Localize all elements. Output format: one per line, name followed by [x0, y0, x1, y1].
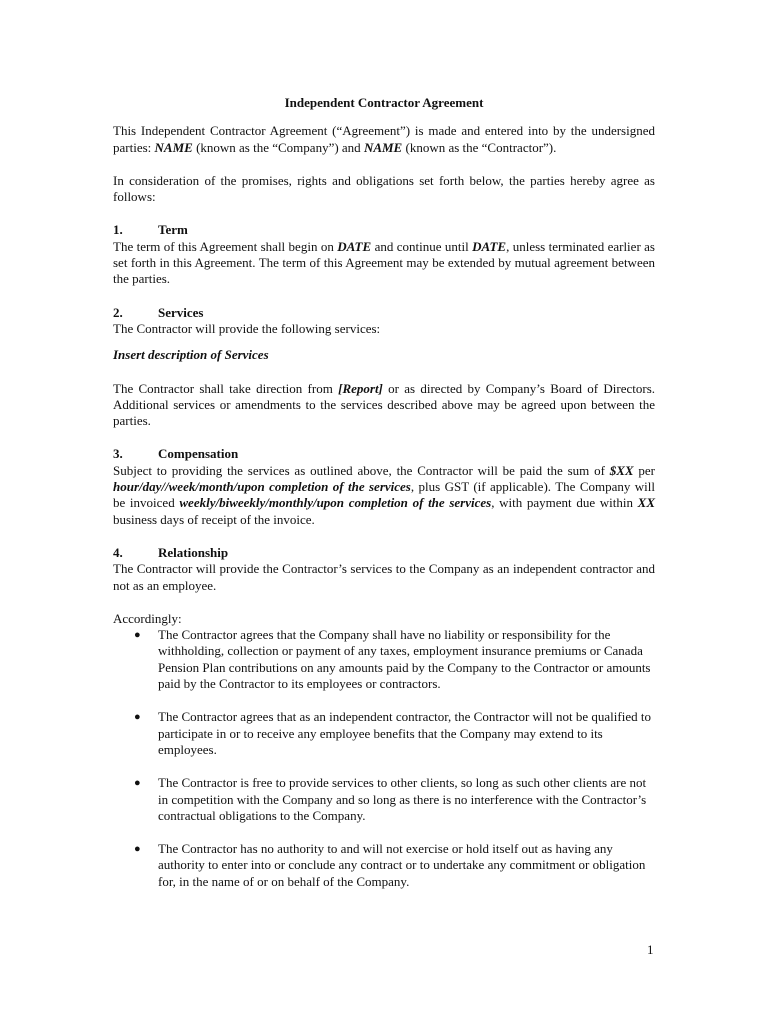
intro-paragraph: This Independent Contractor Agreement (“Agreement”) is made and entered into by the undersigned parties: NAME (known as the “Company”) and NAME (known as the “Contractor”). [113, 123, 655, 155]
bullet-icon: ● [134, 843, 141, 856]
compensation-heading: 3. Compensation [113, 446, 239, 462]
list-item: ● The Contractor is free to provide services to other clients, so long as such other clients are not in competition with the Company and so long as there is no interference with the Contractor’s contractual obligations to the Company. [134, 775, 647, 823]
relationship-bullet-list [113, 627, 655, 890]
period-placeholder: hour/day//week/month/upon completion of the services [113, 479, 411, 495]
services-paragraph: The Contractor will provide the following services: [113, 320, 381, 336]
relationship-paragraph: The Contractor will provide the Contractor’s services to the Company as an independent contractor and not as an employee. [113, 561, 655, 593]
list-item: ● The Contractor has no authority to and will not exercise or hold itself out as having any authority to enter into or conclude any contract or to undertake any commitment or obligation for, in the name of or on behalf of the Company. [134, 841, 646, 889]
list-item: ● The Contractor agrees that the Company shall have no liability or responsibility for the withholding, collection or payment of any taxes, employment insurance premiums or Canada Pension Plan contributions on any amounts paid by the Company to the Contractor or amounts paid by the Contractor to its employees or contractors. [134, 627, 651, 692]
consideration-paragraph: In consideration of the promises, rights and obligations set forth below, the parties hereby agree as follows: [113, 172, 655, 205]
compensation-paragraph: Subject to providing the services as outlined above, the Contractor will be paid the sum of $XX per hour/day//week/month/upon completion of the services, plus GST (if applicable). The Company will be invoiced weekly/biweekly/monthly/upon completion of the services, with payment due within XX business days of receipt of the invoice. [113, 462, 656, 527]
term-paragraph: The term of this Agreement shall begin on DATE and continue until DATE, unless terminated earlier as set forth in this Agreement. The term of this Agreement may be extended by mutual agreement between the parties. [113, 238, 655, 287]
services-description-placeholder: Insert description of Services [113, 347, 269, 363]
list-item: ● The Contractor agrees that as an independent contractor, the Contractor will not be qualified to participate in or to receive any employee benefits that the Company may extend to its employees. [134, 709, 651, 757]
direction-paragraph: The Contractor shall take direction from [Report] or as directed by Company’s Board of Directors. Additional services or amendments to the services described above may be agreed upon between the parties. [113, 380, 656, 429]
amount-placeholder: $XX [609, 462, 634, 478]
invoice-frequency-placeholder: weekly/biweekly/monthly/upon completion of the services [179, 495, 492, 511]
contractor-name-placeholder: NAME [363, 139, 403, 155]
report-placeholder: [Report] [338, 380, 383, 396]
services-heading: 2. Services [113, 304, 204, 320]
accordingly-label: Accordingly: [113, 610, 182, 626]
bullet-icon: ● [134, 711, 141, 724]
company-name-placeholder: NAME [154, 139, 193, 155]
days-placeholder: XX [637, 495, 655, 511]
bullet-icon: ● [134, 629, 141, 642]
page-number: 1 [647, 942, 654, 957]
relationship-heading: 4. Relationship [113, 544, 229, 560]
bullet-icon: ● [134, 777, 141, 790]
document-title: Independent Contractor Agreement [284, 95, 484, 110]
term-heading: 1. Term [113, 222, 188, 238]
end-date-placeholder: DATE [472, 238, 507, 254]
start-date-placeholder: DATE [337, 238, 372, 254]
